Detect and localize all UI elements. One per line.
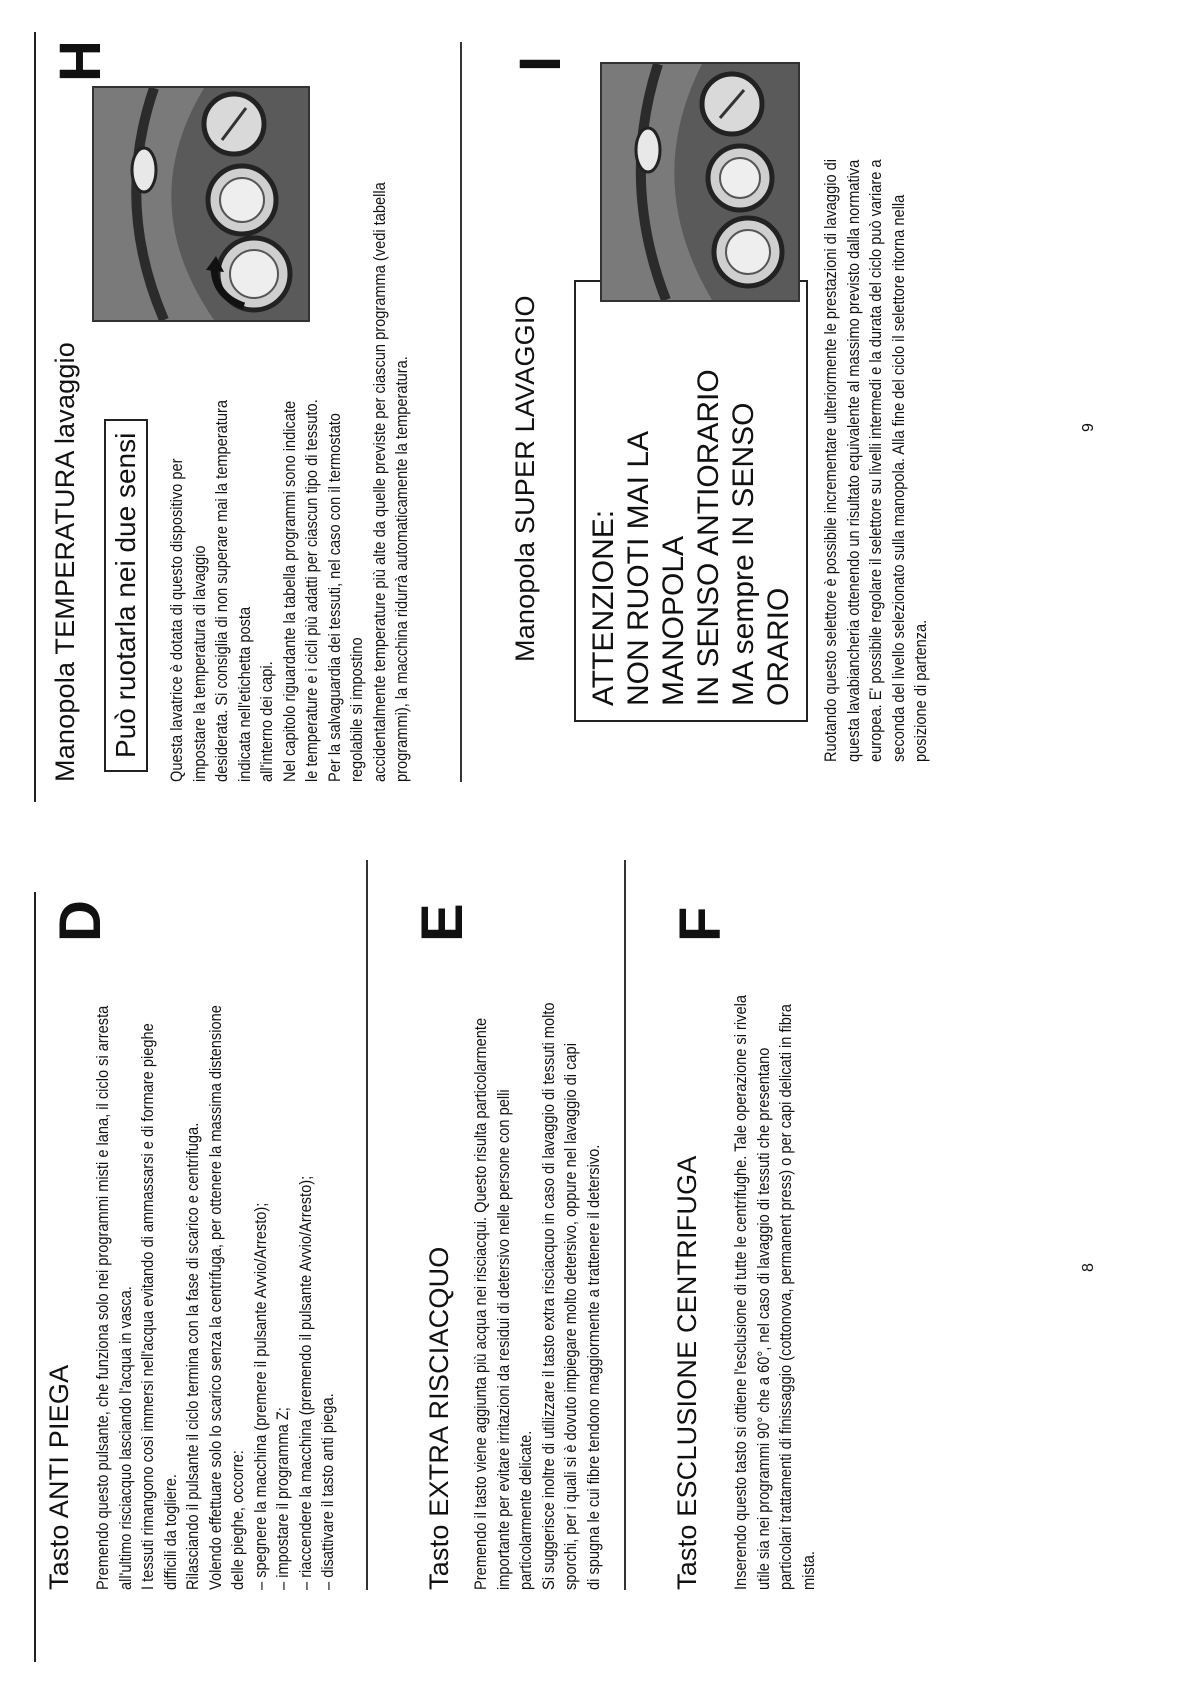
- warning-line: IN SENSO ANTIORARIO: [692, 369, 725, 706]
- body-temperatura: [166, 77, 414, 782]
- text-line: le temperature e i cicli più adatti per ciascun tipo di tessuto.: [302, 399, 321, 782]
- text-line: accidentalmente temperature più alte da quelle previste per ciascun programma (vedi tabella: [369, 182, 389, 782]
- page-number-9: 9: [1080, 423, 1097, 432]
- divider-rule: [366, 860, 368, 1590]
- text-line: importante per evitare irritazioni da residui di detersivo nelle persone con pelli: [493, 1089, 513, 1590]
- text-line: Per la salvaguardia dei tessuti, nel caso con il termostato: [324, 413, 344, 782]
- section-letter-f: F: [668, 906, 733, 942]
- body-anti-piega: [92, 902, 340, 1590]
- text-line: Si suggerisce inoltre di utilizzare il tasto extra risciacquo in caso di lavaggio di tessuti molto: [538, 1002, 558, 1590]
- text-line: all'interno dei capi.: [257, 661, 276, 782]
- text-line: Volendo effettuare solo lo scarico senza la centrifuga, per ottenere la massima distensione: [205, 1005, 225, 1590]
- section-letter-i: I: [508, 55, 573, 72]
- text-line: particolari trattamenti di finissaggio (cottonova, permanent press) o per capi delicati in fibra: [776, 1004, 795, 1590]
- text-line: difficili da togliere.: [160, 1474, 180, 1590]
- text-line: delle pieghe, occorre:: [228, 1450, 247, 1590]
- text-line: – impostare il programma Z;: [273, 1407, 292, 1590]
- heading-temperatura: Manopola TEMPERATURA lavaggio: [50, 341, 80, 782]
- text-line: questa lavabiancheria ottenendo un risultato equivalente al massimo previsto dalla normativa: [843, 159, 863, 762]
- heading-esclusione-centrifuga: Tasto ESCLUSIONE CENTRIFUGA: [672, 1155, 702, 1590]
- text-line: europea. E' possibile regolare il selettore su livelli intermedi e la durata del ciclo può variare a: [866, 159, 885, 762]
- text-line: all'ultimo risciacquo lasciando l'acqua in vasca.: [115, 1286, 135, 1590]
- warning-line: ATTENZIONE:: [587, 509, 620, 706]
- text-line: impostare la temperatura di lavaggio: [189, 545, 209, 782]
- control-panel-knobs-image: [600, 62, 800, 302]
- text-line: Questa lavatrice è dotata di questo dispositivo per: [167, 458, 186, 782]
- text-line: – spegnere la macchina (premere il pulsante Avvio/Arresto);: [250, 1202, 270, 1590]
- text-line: utile sia nei programmi 90° che a 60°, nel caso di lavaggio di tessuti che presentano: [753, 1047, 773, 1590]
- text-line: Premendo questo pulsante, che funziona solo nei programmi misti e lana, il ciclo si arresta: [93, 1005, 112, 1590]
- text-line: Ruotando questo selettore è possibile incrementare ulteriormente le prestazioni di lavaggio di: [821, 158, 840, 762]
- text-line: particolarmente delicate.: [516, 1430, 535, 1590]
- text-line: posizione di partenza.: [911, 619, 930, 762]
- section-letter-d: D: [48, 900, 113, 942]
- warning-line: NON RUOTI MAI LA MANOPOLA: [622, 432, 690, 706]
- text-line: Premendo il tasto viene aggiunta più acqua nei risciacqui. Questo risulta particolarmente: [471, 1017, 490, 1590]
- section-letter-e: E: [410, 903, 475, 942]
- heading-super-lavaggio: Manopola SUPER LAVAGGIO: [510, 295, 540, 662]
- text-line: Inserendo questo tasto si ottiene l'esclusione di tutte le centrifughe. Tale operazione si rivela: [731, 995, 750, 1590]
- callout-rotate-both-ways: Può ruotarla nei due sensi: [104, 419, 148, 772]
- warning-box: [574, 280, 808, 722]
- text-line: seconda del livello selezionato sulla manopola. Alla fine del ciclo il selettore ritorna nella: [888, 194, 908, 762]
- page-number-8: 8: [1080, 1263, 1097, 1272]
- body-esclusione-centrifuga: [730, 902, 820, 1590]
- page-top-edge-line: [34, 892, 36, 1662]
- text-line: mista.: [798, 1551, 818, 1590]
- control-panel-knobs-image: [602, 64, 798, 300]
- text-line: – disattivare il tasto anti piega.: [318, 1393, 337, 1590]
- text-line: sporchi, per i quali si è dovuto impiegare molto detersivo, oppure nel lavaggio di capi: [561, 1043, 580, 1590]
- page-top-edge-line: [34, 32, 36, 802]
- text-line: Rilasciando il pulsante il ciclo termina con la fase di scarico e centrifuga.: [183, 1122, 202, 1590]
- heading-extra-risciacquo: Tasto EXTRA RISCIACQUO: [424, 1246, 454, 1590]
- text-line: – riaccendere la macchina (premendo il pulsante Avvio/Arresto);: [295, 1175, 315, 1590]
- text-line: regolabile si impostino: [347, 637, 366, 782]
- text-line: Nel capitolo riguardante la tabella programmi sono indicate: [279, 400, 299, 782]
- body-super-lavaggio: [820, 57, 933, 762]
- heading-anti-piega: Tasto ANTI PIEGA: [44, 1364, 74, 1590]
- warning-line: MA sempre IN SENSO ORARIO: [727, 402, 795, 706]
- divider-rule: [624, 860, 626, 1590]
- text-line: indicata nell'etichetta posta: [234, 606, 254, 782]
- section-letter-h: H: [48, 40, 113, 82]
- text-line: I tessuti rimangono così immersi nell'acqua evitando di ammassarsi e di formare pieghe: [138, 1023, 157, 1590]
- text-line: di spugna le cui fibre tendono maggiormente a trattenere il detersivo.: [583, 1144, 603, 1590]
- divider-rule: [460, 42, 462, 782]
- text-line: programmi), la macchina ridurrà automaticamente la temperatura.: [392, 356, 411, 782]
- text-line: desiderata. Si consiglia di non superare mai la temperatura: [212, 400, 231, 782]
- body-extra-risciacquo: [470, 902, 605, 1590]
